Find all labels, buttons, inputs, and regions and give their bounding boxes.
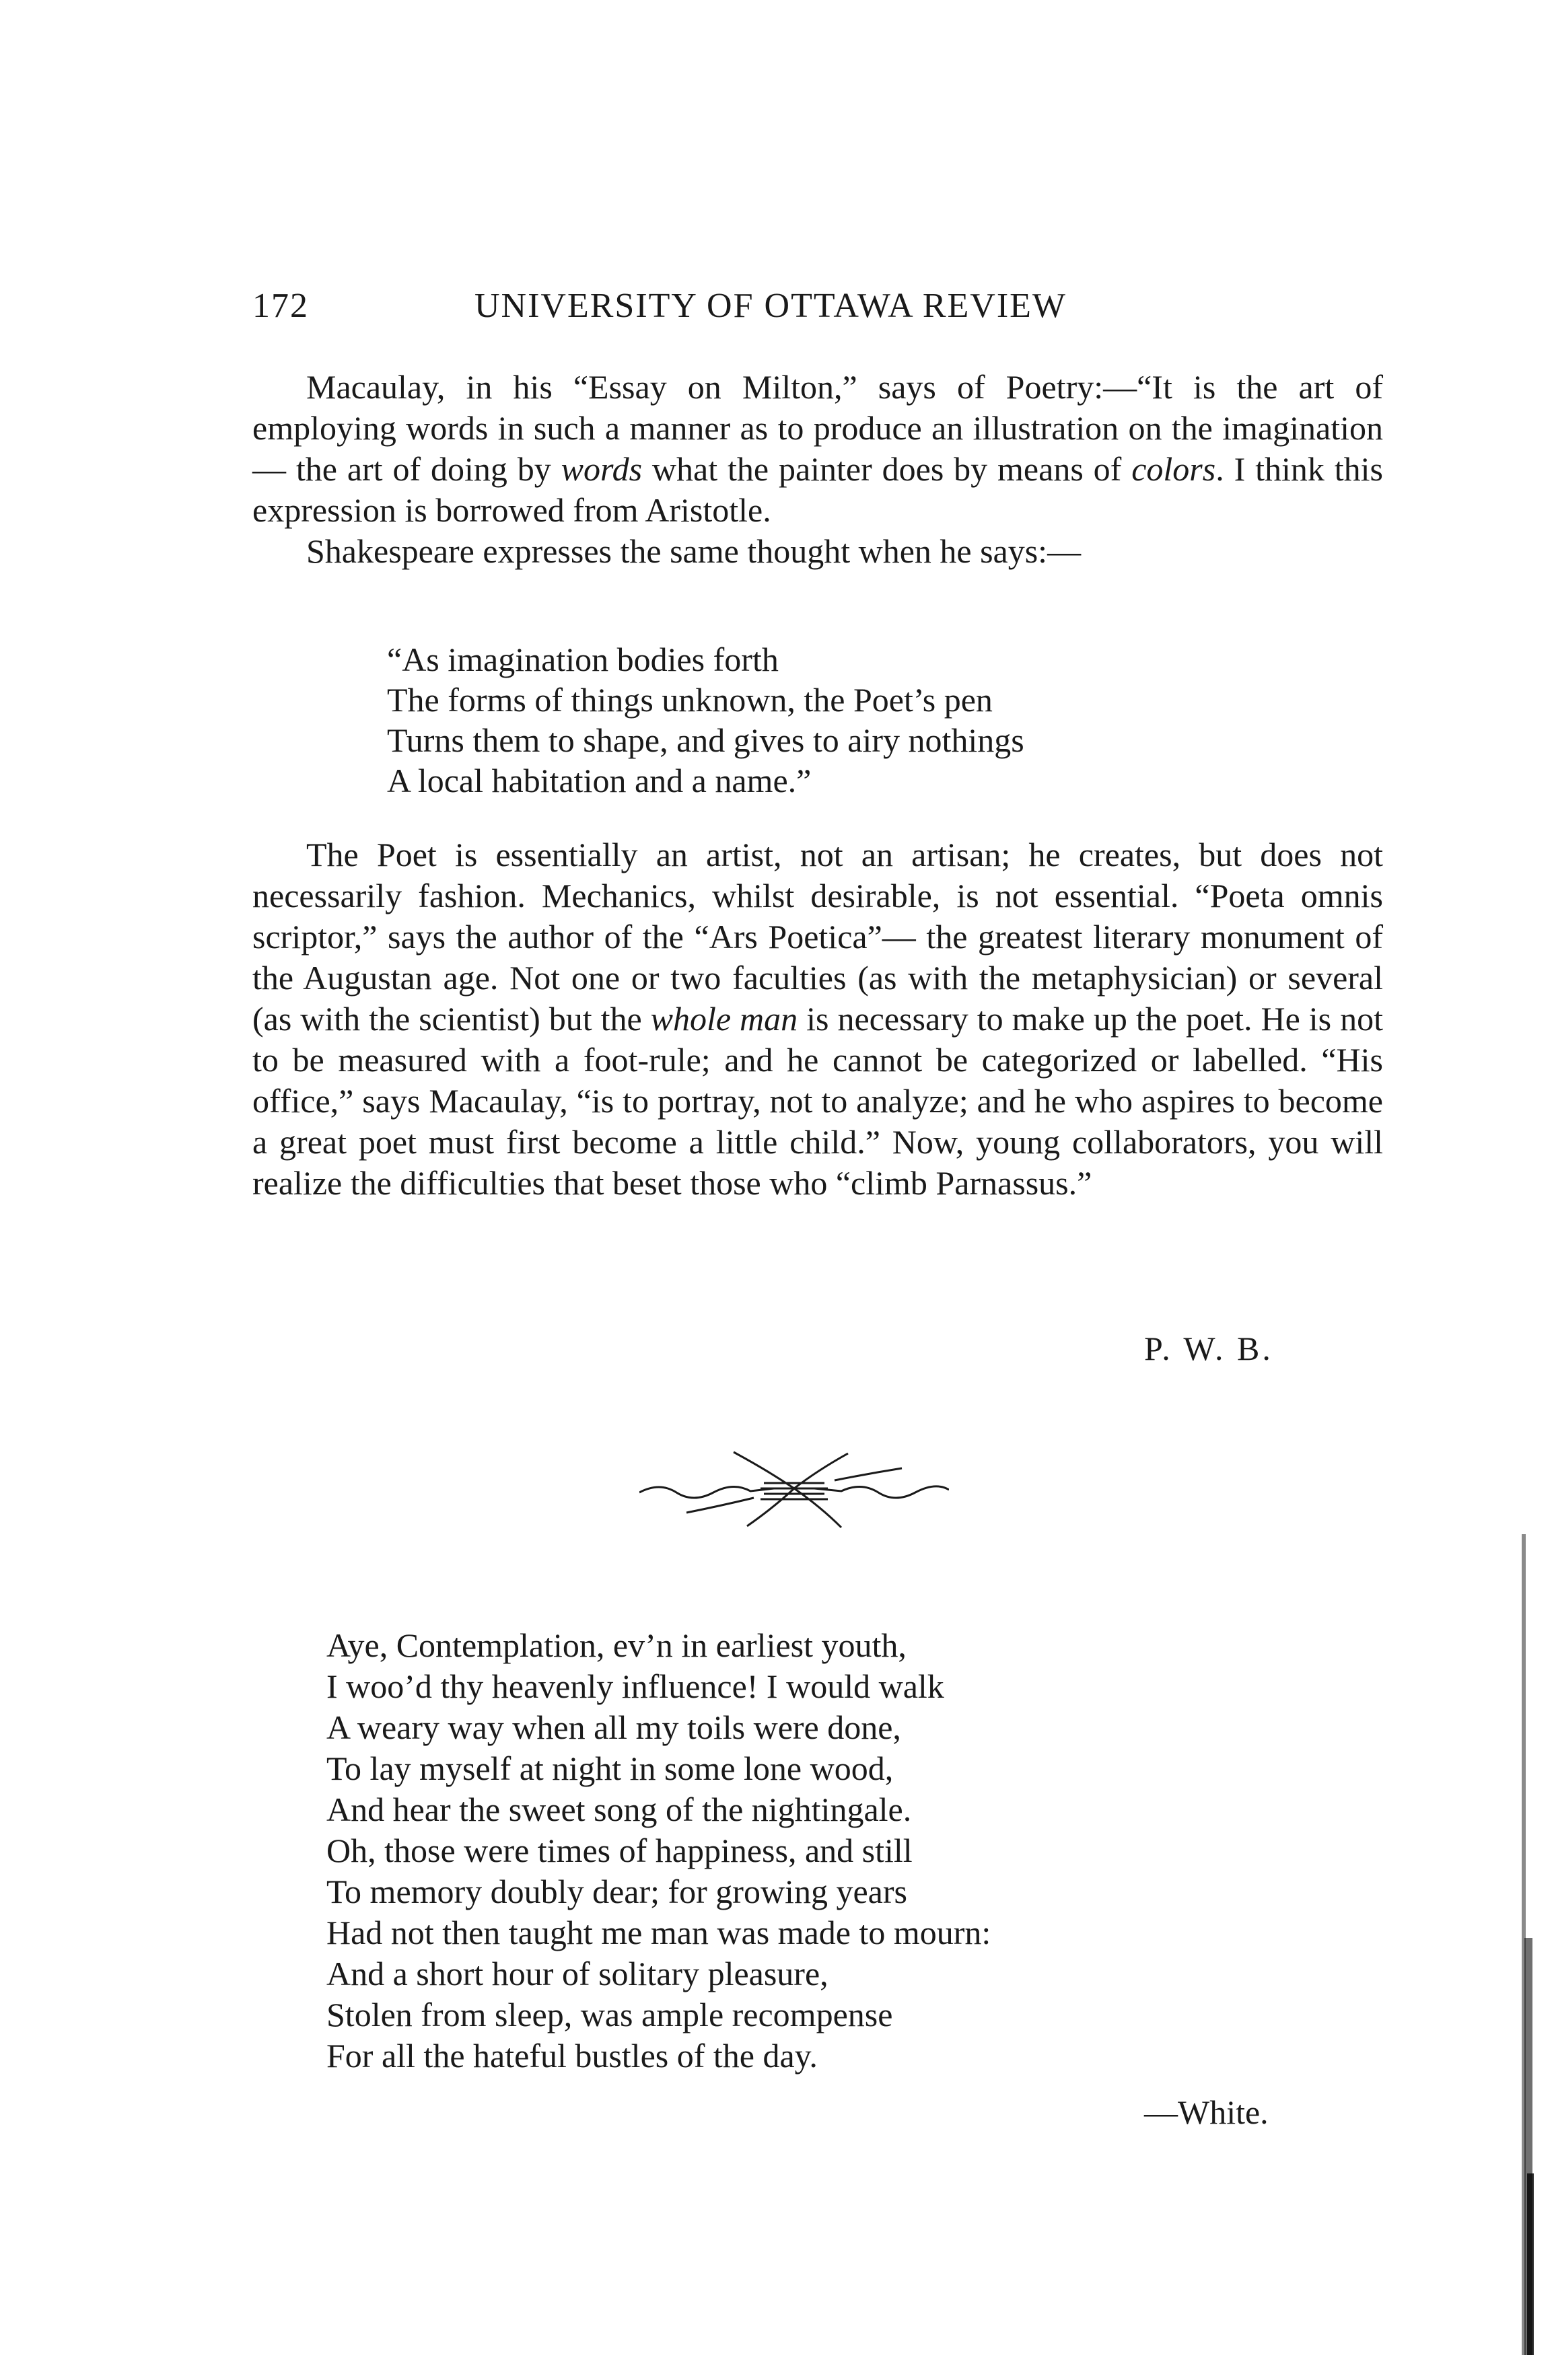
knot-ornament-icon bbox=[639, 1440, 949, 1541]
running-title: UNIVERSITY OF OTTAWA REVIEW bbox=[474, 287, 1067, 325]
quote-line: A local habitation and a name.” bbox=[387, 762, 812, 799]
quote-line: “As imagination bodies forth bbox=[387, 641, 779, 678]
poem-line: Had not then taught me man was made to mourn: bbox=[326, 1914, 991, 1951]
author-initials: P. W. B. bbox=[1144, 1330, 1273, 1367]
poem-line: Stolen from sleep, was ample recompense bbox=[326, 1996, 893, 2033]
poem-line: And hear the sweet song of the nightingale. bbox=[326, 1791, 912, 1828]
poem-line: For all the hateful bustles of the day. bbox=[326, 2037, 818, 2075]
poem-line: A weary way when all my toils were done, bbox=[326, 1708, 901, 1746]
essay-body bbox=[252, 834, 1383, 1204]
shakespeare-quote bbox=[387, 639, 1397, 801]
poem-line: I woo’d thy heavenly influence! I would walk bbox=[326, 1667, 944, 1705]
essay-intro bbox=[252, 367, 1383, 572]
quote-line: Turns them to shape, and gives to airy nothings bbox=[387, 721, 1024, 759]
contemplation-poem bbox=[326, 1625, 991, 2077]
quote-line: The forms of things unknown, the Poet’s pen bbox=[387, 681, 993, 719]
poem-line: Oh, those were times of happiness, and still bbox=[326, 1832, 913, 1869]
paragraph-poet-artist: The Poet is essentially an artist, not an artisan; he creates, but does not necessarily fashion. Mechanics, whilst desirable, is not essential. “Poeta omnis scriptor,” says the author of the “Ars Poetica”— the greatest literary monument of the Augustan age. Not one or two faculties (as with the metaphysician) or several (as with the scientist) but the whole man is necessary to make up the poet. He is not to be measured with a foot-rule; and he cannot be categorized or labelled. “His office,” says Macaulay, “is to portray, not to analyze; and he who aspires to become a great poet must first become a little child.” Now, young collaborators, you will realize the difficulties that beset those who “climb Parnassus.” bbox=[252, 836, 1383, 1202]
page-number: 172 bbox=[252, 287, 309, 325]
poem-line: To lay myself at night in some lone wood, bbox=[326, 1750, 894, 1787]
poem-line: To memory doubly dear; for growing years bbox=[326, 1873, 907, 1910]
paragraph-macaulay: Macaulay, in his “Essay on Milton,” says of Poetry:—“It is the art of employing words in such a manner as to produce an illustration on the imagination — the art of doing by words what the painter does by means of colors. I think this expression is borrowed from Aristotle. bbox=[252, 368, 1383, 529]
poem-attribution: —White. bbox=[1144, 2093, 1269, 2131]
poem-line: Aye, Contemplation, ev’n in earliest youth, bbox=[326, 1626, 907, 1664]
scan-binding-edge bbox=[1518, 1534, 1535, 2355]
poem-line: And a short hour of solitary pleasure, bbox=[326, 1955, 828, 1992]
paragraph-shakespeare: Shakespeare expresses the same thought when he says:— bbox=[306, 532, 1082, 570]
running-header bbox=[252, 286, 1397, 333]
